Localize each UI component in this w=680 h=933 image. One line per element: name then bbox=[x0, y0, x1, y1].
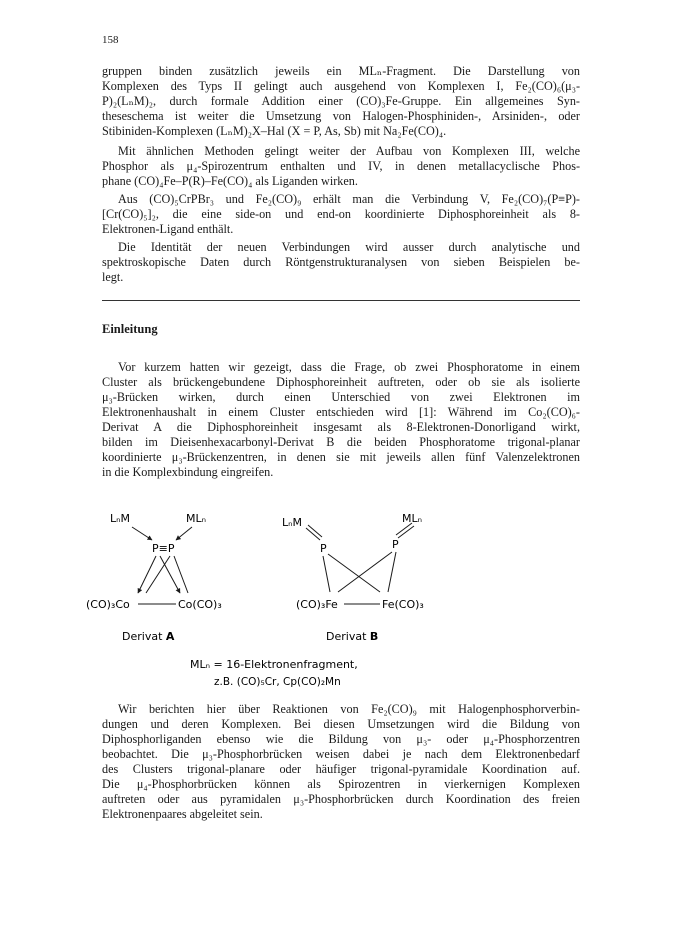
text-line: Derivat A die Diphosphoreinheit insgesamt als 8-Elektronen-Donorligand wirkt, bbox=[102, 420, 580, 434]
text-line: μ₃-Brücken wirken, durch einen Unterschied von zwei Elektronen im bbox=[102, 390, 580, 404]
text-line: Aus (CO)₅CrPBr₃ und Fe₂(CO)₉ erhält man die Verbindung V, Fe₂(CO)₇(P≡P)- bbox=[118, 192, 580, 206]
derivat-b-p-right: P bbox=[392, 538, 399, 551]
figure-legend-line-2: z.B. (CO)₅Cr, Cp(CO)₂Mn bbox=[214, 676, 341, 688]
derivat-b-bottom-right: Fe(CO)₃ bbox=[382, 598, 424, 611]
text-line: gruppen binden zusätzlich jeweils ein MLₙ-Fragment. Die Darstellung von bbox=[102, 64, 580, 78]
page-number: 158 bbox=[102, 34, 119, 46]
text-line: Komplexen des Typs II gelingt auch ausgehend von Komplexen I, Fe₂(CO)₆(μ₃- bbox=[102, 79, 580, 93]
derivat-a-top-left: LₙM bbox=[110, 512, 131, 525]
derivat-b-p-left: P bbox=[320, 542, 327, 555]
structure-figure bbox=[80, 500, 520, 690]
derivat-a-bottom-left: (CO)₃Co bbox=[86, 598, 130, 611]
derivat-a-caption: Derivat A bbox=[122, 630, 175, 643]
derivat-b-bottom-left: (CO)₃Fe bbox=[296, 598, 338, 611]
structure-diagram bbox=[80, 500, 520, 690]
abstract-paragraph-3 bbox=[102, 192, 580, 237]
intro-paragraph bbox=[102, 360, 580, 480]
section-heading: Einleitung bbox=[102, 322, 158, 336]
bond-line bbox=[160, 556, 180, 593]
bond-line bbox=[328, 554, 380, 592]
bond-line bbox=[132, 527, 152, 540]
text-line: des Clusters trigonal-planare oder häufiger trigonal-pyramidale Koordination auf. bbox=[102, 762, 580, 776]
text-line: legt. bbox=[102, 270, 124, 284]
bond-line bbox=[138, 556, 156, 593]
text-line: spektroskopische Daten durch Röntgenstrukturanalysen von sieben Beispielen be- bbox=[102, 255, 580, 269]
text-line: beobachtet. Die μ₃-Phosphorbrücken weisen dabei je nach dem Elektronenbedarf bbox=[102, 747, 580, 761]
abstract-paragraph-2 bbox=[102, 144, 580, 189]
abstract-paragraph-4 bbox=[102, 240, 580, 285]
derivat-a-structure bbox=[86, 512, 222, 643]
derivat-b-top-right: MLₙ bbox=[402, 512, 423, 525]
text-line: Mit ähnlichen Methoden gelingt weiter der Aufbau von Komplexen III, welche bbox=[118, 144, 580, 158]
section-divider bbox=[102, 300, 580, 301]
text-line: dungen und deren Komplexen. Bei diesen Umsetzungen wird die Bildung von bbox=[102, 717, 580, 731]
text-line: P)₂(LₙM)₂, durch formale Addition einer (CO)₃Fe-Gruppe. Ein allgemeines Syn- bbox=[102, 94, 580, 108]
figure-legend-line-1: MLₙ = 16-Elektronenfragment, bbox=[190, 658, 358, 671]
text-line: auftreten oder aus pyramidalen μ₃-Phosphorbrücken durch Koordination des freien bbox=[102, 792, 580, 806]
derivat-a-bottom-right: Co(CO)₃ bbox=[178, 598, 222, 611]
derivat-b-caption: Derivat B bbox=[326, 630, 379, 643]
text-line: koordinierte μ₃-Brückenzentren, in denen sie mit jeweils allen fünf Valenzelektronen bbox=[102, 450, 580, 464]
bond-line bbox=[338, 552, 392, 592]
text-line: Elektronen-Ligand enthält. bbox=[102, 222, 234, 236]
text-line: Vor kurzem hatten wir gezeigt, dass die Frage, ob zwei Phosphoratome in einem bbox=[118, 360, 580, 374]
text-line: Cluster als brückengebundene Diphosphoreinheit auftreten, oder ob sie als isolierte bbox=[102, 375, 580, 389]
text-line: [Cr(CO)₅]₂, die eine side-on und end-on koordinierte Diphosphoreinheit als 8- bbox=[102, 207, 580, 221]
text-line: Elektronenhaushalt in einem Cluster entschieden wird [1]: Während im Co₂(CO)₆- bbox=[102, 405, 580, 419]
derivat-a-top-right: MLₙ bbox=[186, 512, 207, 525]
text-line: phane (CO)₄Fe–P(R)–Fe(CO)₄ als Liganden wirken. bbox=[102, 174, 358, 188]
derivat-b-structure bbox=[282, 512, 424, 643]
bond-line bbox=[388, 552, 396, 592]
text-line: Die μ₄-Phosphorbrücken können als Spirozentren in vierkernigen Komplexen bbox=[102, 777, 580, 791]
derivat-b-top-left: LₙM bbox=[282, 516, 303, 529]
text-line: theseschema ist weiter die Umsetzung von Halogen-Phosphiniden-, Arsiniden-, oder bbox=[102, 109, 580, 123]
text-line: Stibiniden-Komplexen (LₙM)₂X–Hal (X = P, As, Sb) mit Na₂Fe(CO)₄. bbox=[102, 124, 447, 138]
text-line: Elektronenpaares abgeleitet sein. bbox=[102, 807, 263, 821]
text-line: Phosphor als μ₄-Spirozentrum enthalten und IV, in denen metallacyclische Phos- bbox=[102, 159, 580, 173]
text-line: Wir berichten hier über Reaktionen von Fe₂(CO)₉ mit Halogenphosphorverbin- bbox=[118, 702, 580, 716]
derivat-a-pp-bond: P≡P bbox=[152, 542, 175, 555]
bond-line bbox=[176, 527, 192, 540]
text-line: bilden im Dieisenhexacarbonyl-Derivat B die beiden Phosphoratome trigonal-planar bbox=[102, 435, 580, 449]
text-line: Diphosphorliganden ebenso wie die Bildung von μ₃- oder μ₄-Phosphorzentren bbox=[102, 732, 580, 746]
bond-line bbox=[323, 556, 330, 592]
text-line: in die Komplexbindung eingreifen. bbox=[102, 465, 274, 479]
bond-line bbox=[146, 556, 170, 593]
final-paragraph bbox=[102, 702, 580, 822]
bond-line bbox=[174, 556, 188, 593]
abstract-paragraph-1 bbox=[102, 64, 580, 139]
text-line: Die Identität der neuen Verbindungen wird ausser durch analytische und bbox=[118, 240, 580, 254]
